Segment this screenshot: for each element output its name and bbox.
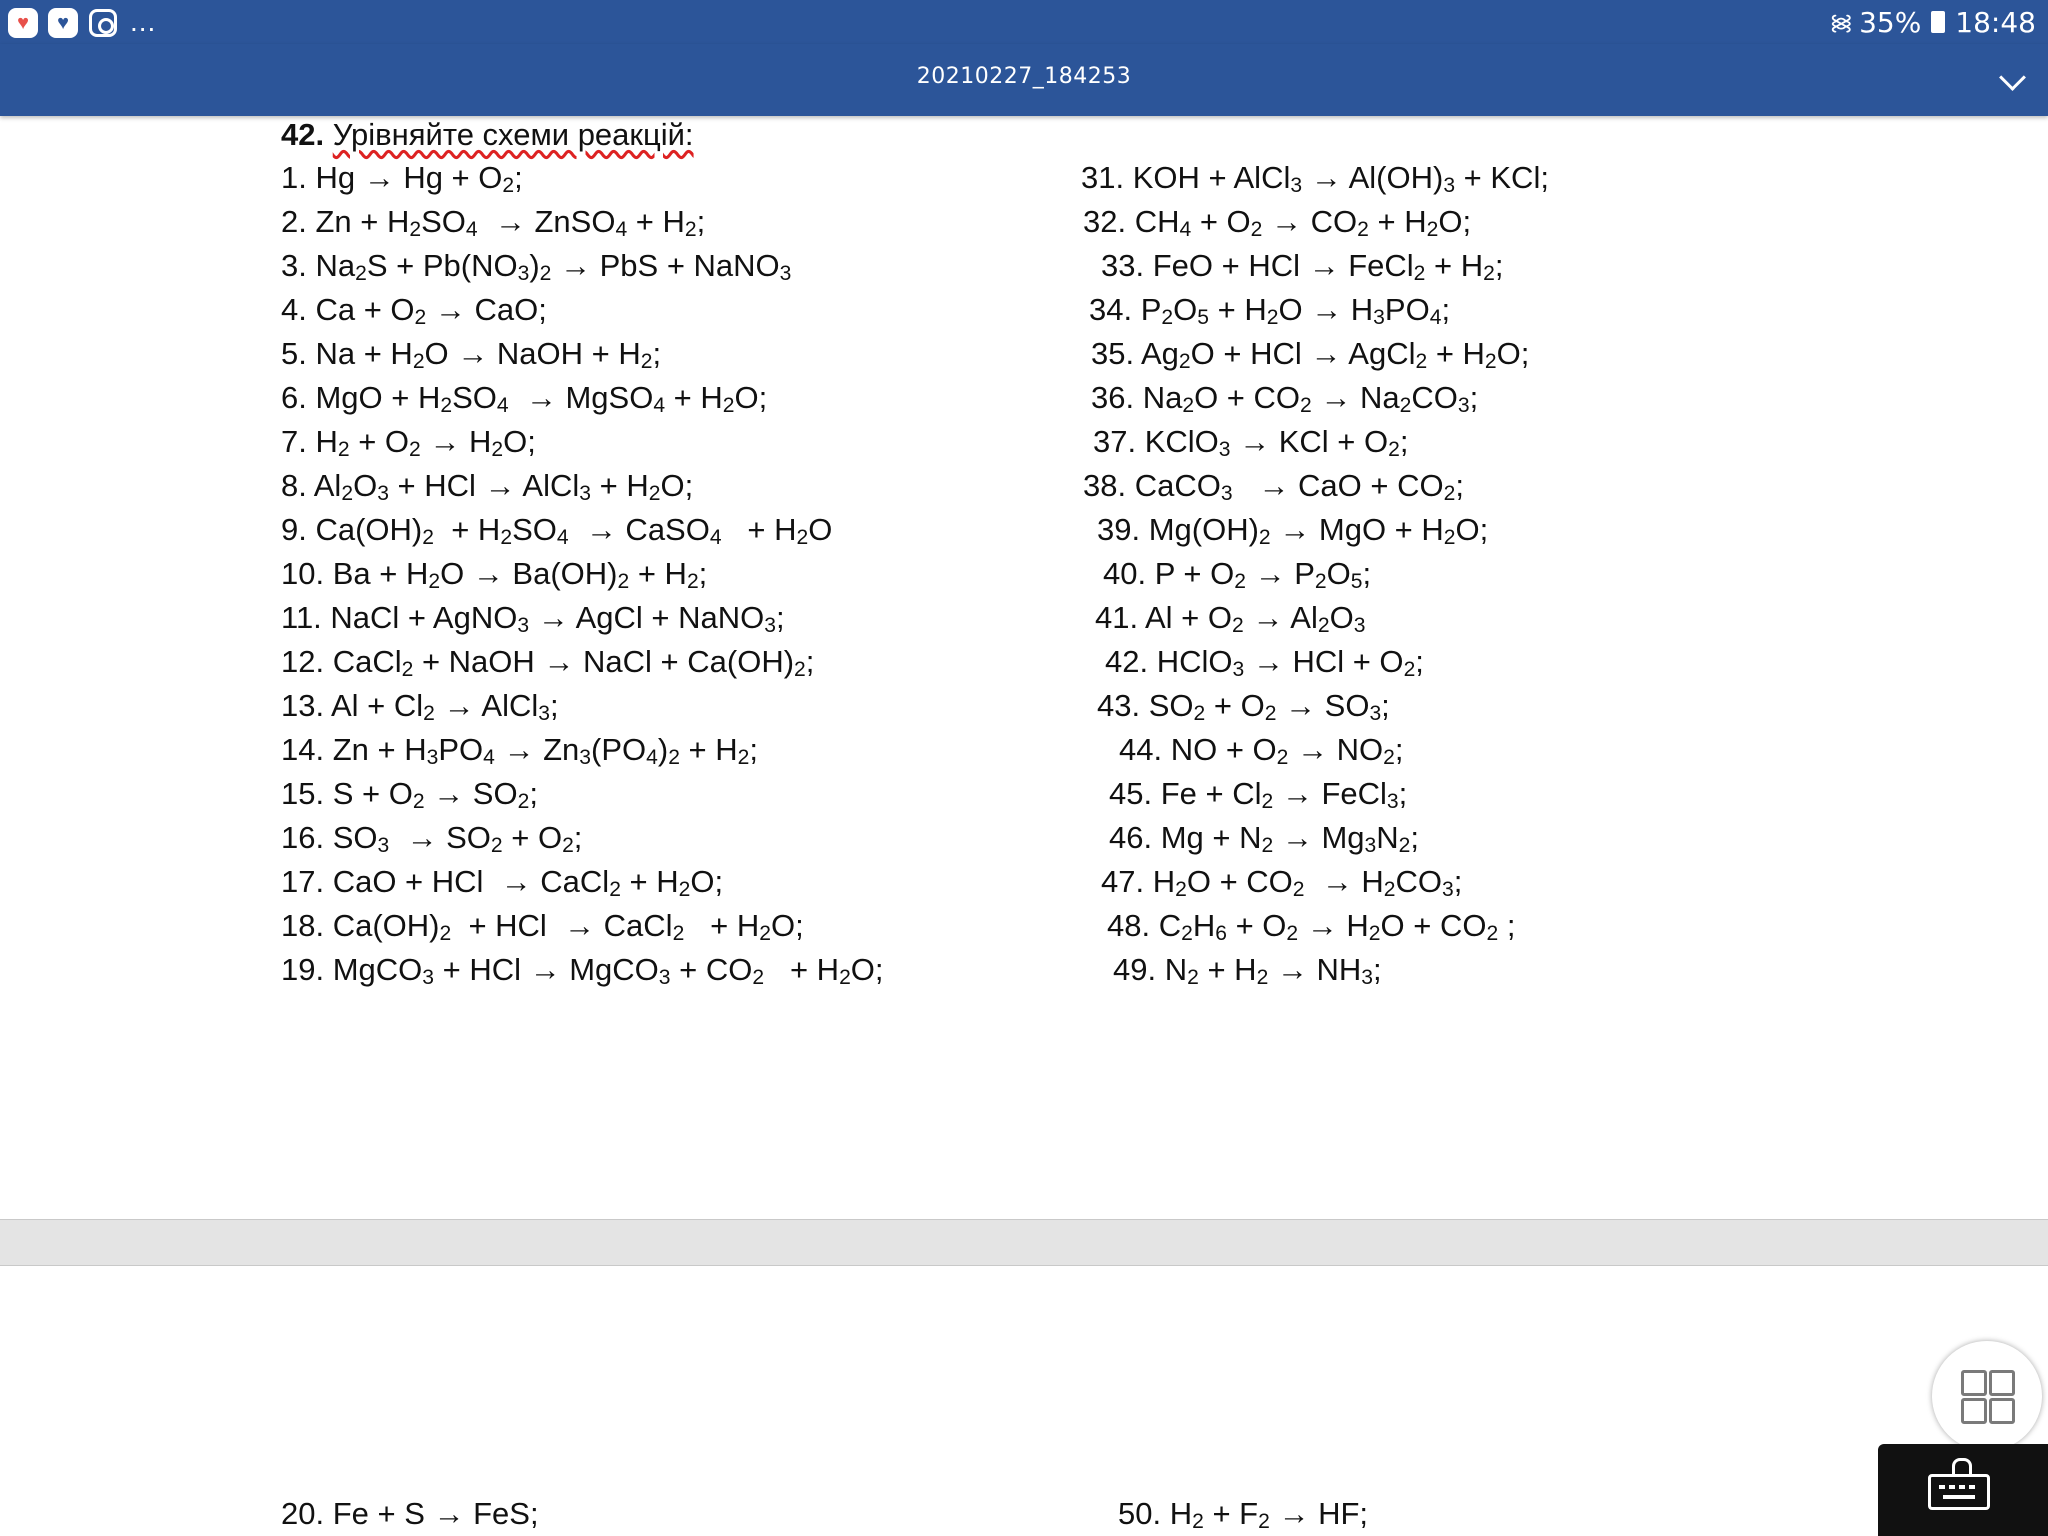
equation-line: 34. $P_2O_5 + H_2O \to H_3PO_4$;	[1089, 292, 1451, 329]
equation-line: 3. $Na_2S + Pb(NO_3)_2$ → PbS + NaNO$_3$	[281, 248, 792, 285]
equation-line: 11. NaCl + AgNO$_3$ → AgCl + NaNO$_3$;	[281, 600, 785, 637]
lock-icon	[1952, 1458, 1972, 1475]
equation-line: 33. FeO + HCl → FeCl$_2$ + $H_2$;	[1101, 248, 1504, 285]
equation-line: 48. $C_2H_6 + O_2 \to H_2O + CO_2$ ;	[1107, 908, 1516, 945]
exercise-heading	[281, 117, 694, 153]
equation-line: 46. $Mg + N_2 \to Mg_3N_2$;	[1109, 820, 1420, 857]
grid-view-button[interactable]	[1932, 1341, 2042, 1451]
equation-line: 18. $Ca(OH)_2$ + HCl → CaCl$_2$ + $H_2O$;	[281, 908, 804, 945]
equation-line: 50. $H_2 + F_2$ → HF;	[1118, 1496, 1369, 1533]
grid-view-icon	[1961, 1370, 1987, 1396]
equation-line: 36. $Na_2O + CO_2 \to Na_2CO_3$;	[1091, 380, 1479, 417]
equation-line: 5. $Na + H_2O$ → NaOH + $H_2$;	[281, 336, 662, 373]
equation-line: 17. CaO + HCl → CaCl$_2$ + $H_2O$;	[281, 864, 724, 901]
exercise-instruction: Урівняйте схеми реакцій:	[332, 117, 694, 152]
status-right	[1830, 4, 2036, 40]
equation-line: 44. NO + $O_2 \to NO_2$;	[1119, 732, 1404, 769]
equation-line: 15. $S + O_2 \to SO_2$;	[281, 776, 538, 813]
equation-line: 9. $Ca(OH)_2 + H_2SO_4$ → CaSO$_4$ + $H_2O$	[281, 512, 833, 549]
battery-icon	[1931, 11, 1945, 33]
equation-line: 37. KClO$_3$ → KCl + $O_2$;	[1093, 424, 1409, 461]
equation-line: 8. $Al_2O_3$ + HCl → AlCl$_3$ + $H_2O$;	[281, 468, 694, 505]
equation-line: 2. $Zn + H_2SO_4$ → ZnSO$_4$ + $H_2$;	[281, 204, 706, 241]
equation-line: 49. $N_2 + H_2 \to NH_3$;	[1113, 952, 1382, 989]
wifi-icon: ᯼	[1829, 11, 1854, 36]
equation-line: 6. MgO + $H_2SO_4$ → MgSO$_4$ + $H_2O$;	[281, 380, 768, 417]
more-notifications: ...	[130, 6, 157, 37]
equation-line: 10. $Ba + H_2O \to Ba(OH)_2 + H_2$;	[281, 556, 708, 593]
equation-line: 13. $Al + Cl_2$ → AlCl$_3$;	[281, 688, 559, 725]
equation-line: 1. $Hg \to Hg + O_2$;	[281, 160, 523, 197]
shield-app-icon: ♥	[48, 8, 78, 38]
grid-view-icon	[1989, 1398, 2015, 1424]
equation-line: 45. $Fe + Cl_2$ → FeCl$_3$;	[1109, 776, 1408, 813]
equation-line: 41. $Al + O_2 \to Al_2O_3$	[1095, 600, 1366, 637]
equation-line: 32. $CH_4 + O_2 \to CO_2 + H_2O$;	[1083, 204, 1472, 241]
exercise-number: 42.	[281, 117, 325, 152]
keyboard-button[interactable]	[1878, 1444, 2048, 1536]
equation-line: 14. $Zn + H_3PO_4 \to Zn_3(PO_4)_2 + H_2$;	[281, 732, 759, 769]
equation-line: 42. HClO$_3$ → HCl + $O_2$;	[1105, 644, 1424, 681]
instagram-icon	[89, 9, 117, 37]
equation-line: 31. KOH + AlCl$_3$ → $Al(OH)_3$ + KCl;	[1081, 160, 1549, 197]
equation-line: 47. $H_2O + CO_2 \to H_2CO_3$;	[1101, 864, 1463, 901]
grid-view-icon	[1961, 1398, 1987, 1424]
equation-line: 40. $P + O_2 \to P_2O_5$;	[1103, 556, 1372, 593]
clock: 18:48	[1955, 5, 2036, 39]
grid-view-icon	[1989, 1370, 2015, 1396]
battery-percent: 35%	[1859, 5, 1922, 39]
health-app-icon: ♥	[8, 8, 38, 38]
title-bar	[0, 44, 2048, 116]
document-title: 20210227_184253	[916, 64, 1132, 89]
equation-line: 20. Fe + S → FeS;	[281, 1496, 539, 1531]
equation-line: 16. $SO_3 \to SO_2 + O_2$;	[281, 820, 583, 857]
status-bar	[0, 0, 2048, 44]
equation-line: 19. MgCO$_3$ + HCl → MgCO$_3$ + $CO_2 + H_2O$;	[281, 952, 884, 989]
equation-line: 4. $Ca + O_2$ → CaO;	[281, 292, 547, 329]
equation-line: 7. $H_2 + O_2 \to H_2O$;	[281, 424, 536, 461]
equation-line: 38. CaCO$_3$ → CaO + $CO_2$;	[1083, 468, 1464, 505]
equation-line: 39. $Mg(OH)_2$ → MgO + $H_2O$;	[1097, 512, 1489, 549]
page-separator	[0, 1219, 2048, 1266]
equation-line: 43. $SO_2 + O_2 \to SO_3$;	[1097, 688, 1390, 725]
equation-line: 35. $Ag_2O$ + HCl → AgCl$_2$ + $H_2O$;	[1091, 336, 1530, 373]
keyboard-icon	[1928, 1474, 1990, 1510]
equation-line: 12. CaCl$_2$ + NaOH → NaCl + $Ca(OH)_2$;	[281, 644, 815, 681]
